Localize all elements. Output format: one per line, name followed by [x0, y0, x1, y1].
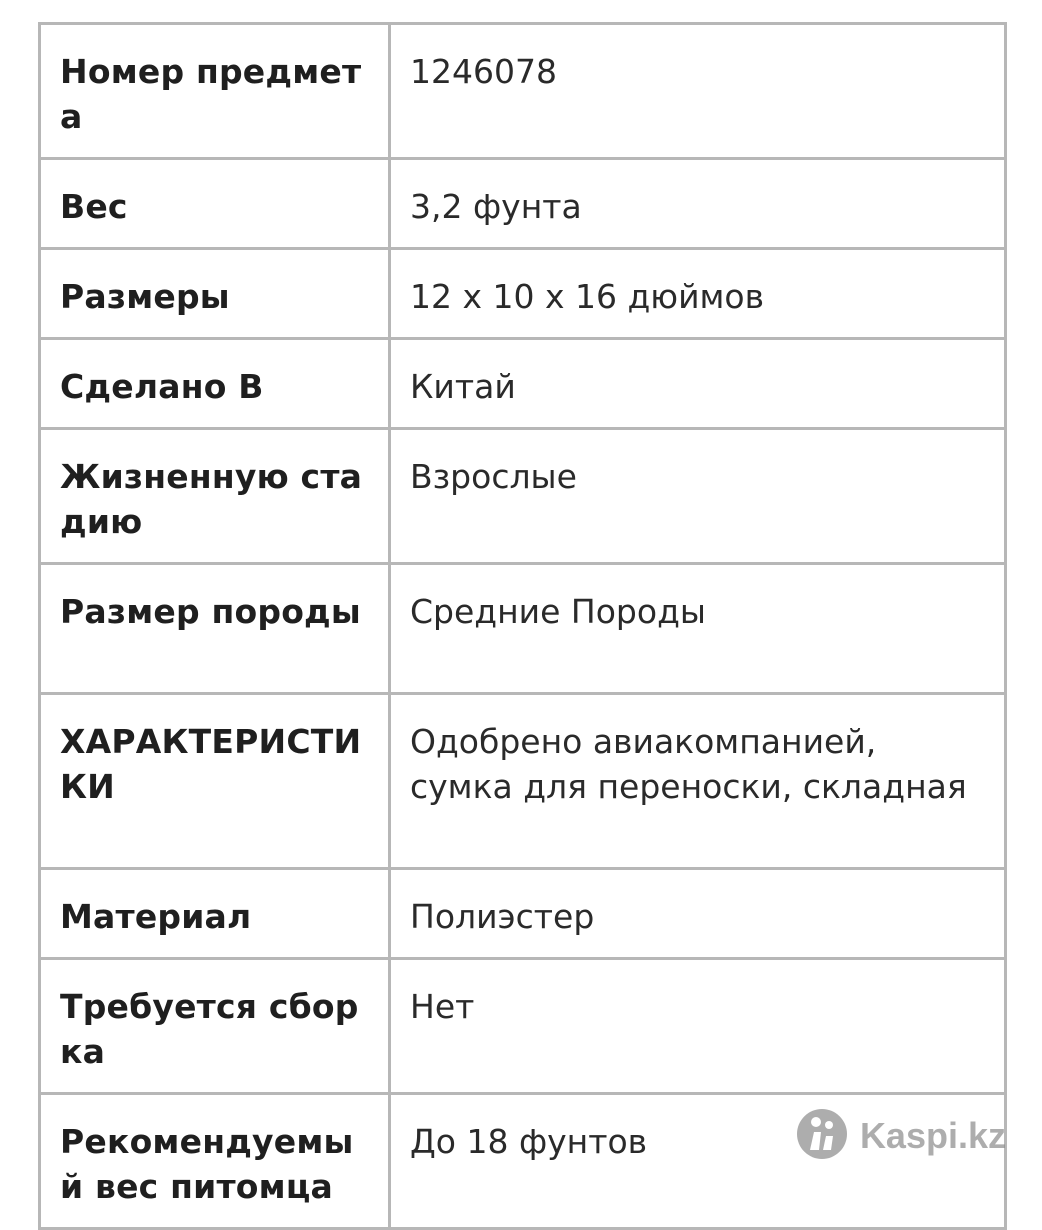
spec-label-weight: Вес [40, 159, 390, 249]
table-row [40, 24, 1006, 159]
table-row [40, 249, 1006, 339]
spec-label-made-in: Сделано В [40, 339, 390, 429]
spec-value-pet-weight: До 18 фунтов [390, 1094, 1006, 1229]
table-row [40, 429, 1006, 564]
spec-value-assembly: Нет [390, 959, 1006, 1094]
table-row [40, 694, 1006, 869]
spec-value-features: Одобрено авиакомпанией, сумка для переноски, складная [390, 694, 1006, 869]
table-row [40, 339, 1006, 429]
spec-value-breed-size: Средние Породы [390, 564, 1006, 694]
spec-label-pet-weight: Рекомендуемый вес питомца [40, 1094, 390, 1229]
spec-label-breed-size: Размер породы [40, 564, 390, 694]
spec-table [38, 22, 1007, 1230]
spec-label-assembly: Требуется сборка [40, 959, 390, 1094]
table-row [40, 159, 1006, 249]
spec-value-dimensions: 12 x 10 x 16 дюймов [390, 249, 1006, 339]
spec-label-item-number: Номер предмета [40, 24, 390, 159]
kaspi-logo-icon [796, 1108, 848, 1164]
spec-value-life-stage: Взрослые [390, 429, 1006, 564]
spec-value-weight: 3,2 фунта [390, 159, 1006, 249]
table-row [40, 869, 1006, 959]
spec-label-life-stage: Жизненную стадию [40, 429, 390, 564]
kaspi-watermark [796, 1108, 1006, 1164]
table-row [40, 564, 1006, 694]
spec-value-made-in: Китай [390, 339, 1006, 429]
spec-label-features: ХАРАКТЕРИСТИКИ [40, 694, 390, 869]
table-row [40, 959, 1006, 1094]
kaspi-watermark-text: Kaspi.kz [859, 1115, 1006, 1156]
spec-value-material: Полиэстер [390, 869, 1006, 959]
spec-label-dimensions: Размеры [40, 249, 390, 339]
spec-value-item-number: 1246078 [390, 24, 1006, 159]
spec-label-material: Материал [40, 869, 390, 959]
